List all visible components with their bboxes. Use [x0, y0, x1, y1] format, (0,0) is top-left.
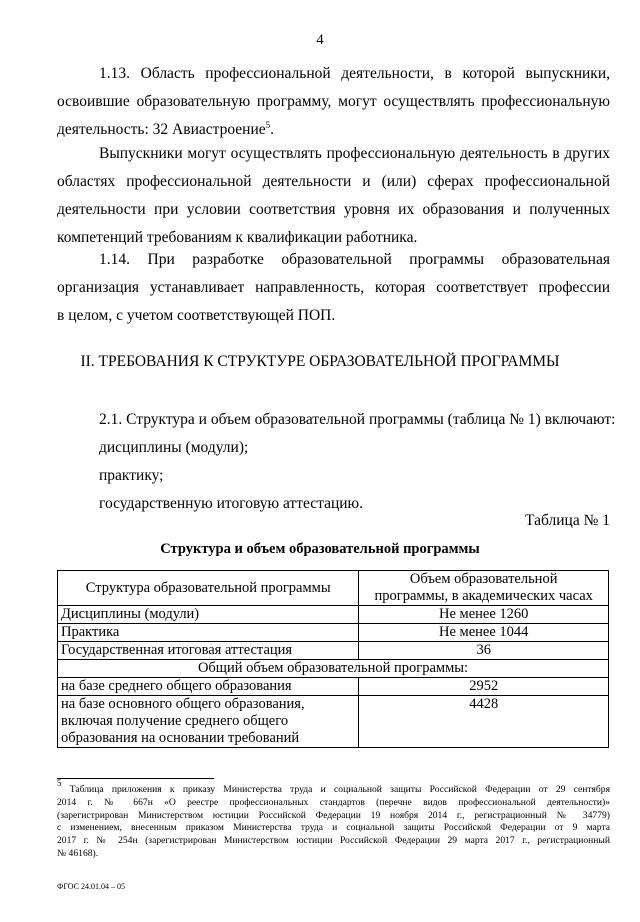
footnote-text: Таблица приложения к приказу Министерства труда и социальной защиты Российской Федерации от 29 сентября	[69, 784, 610, 795]
row-label-line: включая получение среднего общего	[61, 713, 289, 729]
row-label: Государственная итоговая аттестация	[58, 642, 359, 660]
footnote-reference: 5	[265, 120, 271, 130]
footnote-line: 2017 г. № 254н (зарегистрирован Министерством юстиции Российской Федерации 29 марта 2017 г., регистрационный	[57, 835, 610, 847]
paragraph-line: в целом, с учетом соответствующей ПОП.	[57, 307, 336, 324]
row-value: Не менее 1260	[359, 606, 609, 624]
paragraph-line: государственную итоговую аттестацию.	[99, 495, 364, 512]
footnote-line: 2014 г. № 667н «О реестре профессиональных стандартов (перечне видов профессиональной деятельности)»	[57, 796, 610, 808]
footnote-rule	[57, 778, 214, 779]
footnote-line	[57, 778, 610, 797]
paragraph-line: 1.14. При разработке образовательной программы образовательная	[99, 251, 610, 268]
document-code: ФГОС 24.01.04 – 05	[57, 882, 125, 891]
paragraph-1-14	[57, 246, 610, 330]
paragraph-line: компетенций требованиям к квалификации работника.	[57, 229, 418, 246]
paragraph-line: освоившие образовательную программу, могут осуществлять профессиональную	[57, 93, 610, 110]
section-heading: II. ТРЕБОВАНИЯ К СТРУКТУРЕ ОБРАЗОВАТЕЛЬНОЙ ПРОГРАММЫ	[80, 353, 560, 370]
header-cell: Структура образовательной программы	[58, 571, 359, 606]
table-title: Структура и объем образовательной программы	[160, 541, 480, 557]
paragraph-line: 1.13. Область профессиональной деятельности, в которой выпускники,	[99, 65, 610, 82]
row-value: 4428	[359, 696, 609, 748]
header-line: программы, в академических часах	[374, 588, 593, 604]
paragraph-line: областях профессиональной деятельности и (или) сферах профессиональной	[57, 173, 610, 190]
paragraph-line: 2.1. Структура и объем образовательной программы (таблица № 1) включают:	[99, 411, 616, 428]
paragraph-graduates	[57, 140, 610, 252]
table-row	[58, 696, 609, 748]
footnote-line: (зарегистрирован Министерством юстиции Российской Федерации 19 ноября 2014 г., регистрационный № 34779)	[57, 809, 610, 821]
total-label: Общий объем образовательной программы:	[58, 660, 609, 678]
row-label-line: на базе основного общего образования,	[61, 696, 305, 712]
row-label-line: образования на основании требований	[61, 730, 300, 746]
footnote	[57, 778, 610, 861]
row-label: на базе среднего общего образования	[58, 678, 359, 696]
paragraph-line: практику;	[99, 467, 164, 484]
row-label: Дисциплины (модули)	[58, 606, 359, 624]
paragraph-text: деятельность: 32 Авиастроение	[57, 121, 266, 138]
paragraph-line: организация устанавливает направленность, которая соответствует профессии	[57, 279, 610, 296]
row-value: 36	[359, 642, 609, 660]
table-row	[58, 678, 609, 696]
row-label: Практика	[58, 624, 359, 642]
table-total-row	[58, 660, 609, 678]
paragraph-line: дисциплины (модули);	[99, 439, 249, 456]
row-value: Не менее 1044	[359, 624, 609, 642]
paragraph-text: .	[270, 121, 275, 138]
program-structure-table	[57, 570, 609, 748]
paragraph-line: Выпускники могут осуществлять профессиональную деятельность в других	[99, 145, 610, 162]
footnote-line: с изменением, внесенным приказом Министерства труда и социальной защиты Российской Федерации от 9 марта	[57, 822, 610, 834]
table-label: Таблица № 1	[525, 512, 610, 529]
paragraph-line: деятельности при условии соответствия уровня их образования и полученных	[57, 201, 610, 218]
table-row	[58, 624, 609, 642]
footnote-mark: 5	[57, 778, 62, 788]
table-header-row	[58, 571, 609, 606]
header-cell	[359, 571, 609, 606]
paragraph-1-13	[57, 60, 610, 144]
table-row	[58, 642, 609, 660]
row-label	[58, 696, 359, 748]
paragraph-2-1	[57, 406, 616, 518]
header-line: Объем образовательной	[409, 571, 558, 587]
page-number: 4	[316, 32, 324, 48]
row-value: 2952	[359, 678, 609, 696]
table-row	[58, 606, 609, 624]
footnote-line: № 46168).	[57, 847, 99, 859]
